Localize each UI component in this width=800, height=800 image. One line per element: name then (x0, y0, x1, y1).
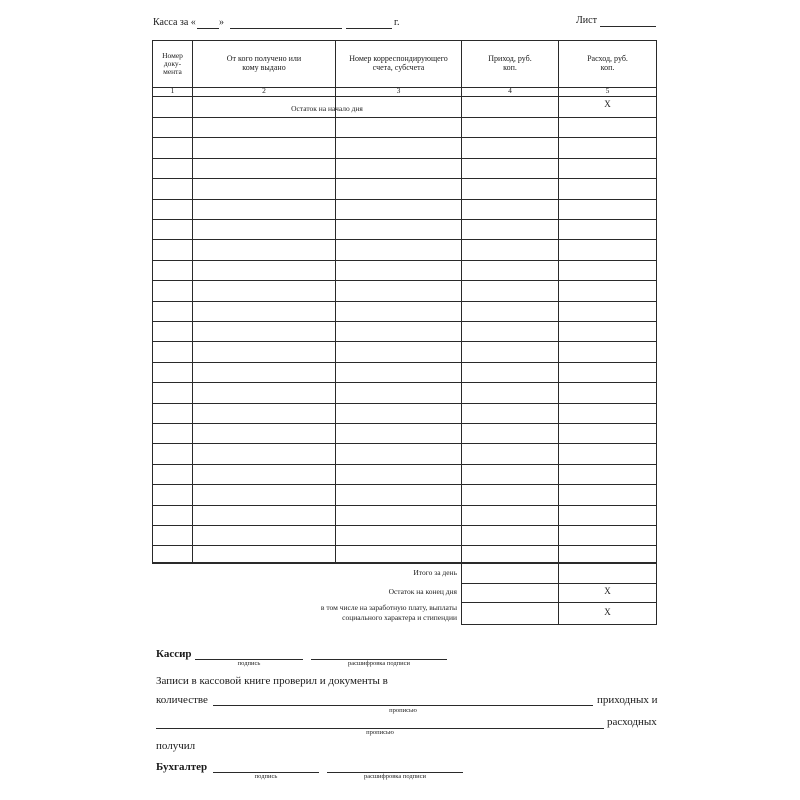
total-row-line (461, 583, 657, 584)
col-number-2: 2 (262, 86, 266, 95)
table-row-line (152, 260, 657, 261)
table-bottom-border (152, 562, 657, 564)
header-expense-text: Расход, руб. коп. (587, 54, 628, 72)
cashier-signature-caption: подпись (237, 660, 261, 667)
table-row-line (152, 321, 657, 322)
header-doc-number (153, 42, 192, 86)
table-row-line (152, 239, 657, 240)
words-caption-2: прописью (366, 729, 394, 736)
table-row-line (152, 117, 657, 118)
header-from-whom (193, 42, 335, 86)
col-number-3: 3 (396, 86, 401, 95)
header-account-text: Номер корреспондирующего счета, субсчета (349, 54, 448, 72)
table-row-line (152, 464, 657, 465)
table-row-line (152, 403, 657, 404)
day-blank-line (197, 28, 219, 29)
closing-row-line (461, 602, 657, 603)
table-row-line (152, 199, 657, 200)
words-caption-1: прописью (389, 707, 417, 714)
cashier-decode-caption: расшифровка подписи (347, 660, 411, 667)
table-row-line (152, 505, 657, 506)
col-divider-4 (558, 40, 559, 625)
accountant-decode-caption: расшифровка подписи (363, 773, 427, 780)
outgoing-label: расходных (607, 716, 657, 728)
quantity-label: количестве (156, 694, 208, 706)
closing-mark: X (604, 586, 611, 596)
table-row-line (152, 341, 657, 342)
header-from-whom-text: От кого получено или кому выдано (226, 54, 302, 72)
table-row-line (152, 423, 657, 424)
cashier-label: Кассир (156, 648, 192, 660)
salary-label-1: в том числе на заработную плату, выплаты (320, 603, 457, 612)
col-number-1: 1 (170, 86, 175, 95)
table-row-line (152, 525, 657, 526)
table-row-line (152, 301, 657, 302)
received-label: получил (156, 740, 196, 752)
incoming-words-line (213, 705, 593, 706)
opening-balance-mark: X (604, 99, 611, 109)
year-blank-line (346, 28, 392, 29)
quote-close: » (219, 17, 224, 28)
table-row-line (152, 178, 657, 179)
col-number-4: 4 (508, 86, 512, 95)
kassa-label: Касса за « (153, 17, 196, 28)
year-suffix: г. (394, 17, 400, 28)
month-blank-line (230, 28, 342, 29)
table-row-line (152, 484, 657, 485)
checked-text: Записи в кассовой книге проверил и документы в (156, 675, 388, 687)
sheet-label: Лист (576, 15, 597, 26)
table-right-border (656, 40, 657, 625)
col-numbers-bottom-line (152, 96, 657, 97)
table-row-line (152, 219, 657, 220)
table-row-line (152, 545, 657, 546)
table-row-line (152, 443, 657, 444)
table-top-border (152, 40, 657, 41)
table-row-line (152, 280, 657, 281)
opening-balance-label: Остаток на начало дня (291, 104, 363, 113)
salary-row-line (461, 624, 657, 625)
table-row-line (152, 137, 657, 138)
incoming-label: приходных и (597, 694, 658, 706)
sheet-blank-line (600, 26, 656, 27)
col-number-5: 5 (605, 86, 610, 95)
header-income-text: Приход, руб. коп. (488, 54, 532, 72)
header-expense (559, 42, 656, 86)
accountant-signature-caption: подпись (254, 773, 278, 780)
header-income (462, 42, 558, 86)
table-row-line (152, 362, 657, 363)
accountant-label: Бухгалтер (156, 761, 208, 773)
closing-label: Остаток на конец дня (388, 587, 457, 596)
header-doc-number-text: Номер доку-мента (162, 50, 183, 77)
header-account (336, 42, 461, 86)
total-label: Итого за день (413, 568, 457, 577)
salary-mark: X (604, 607, 611, 617)
salary-label-2: социального характера и стипендии (342, 613, 457, 622)
col-divider-3 (461, 40, 462, 625)
table-row-line (152, 382, 657, 383)
table-row-line (152, 158, 657, 159)
